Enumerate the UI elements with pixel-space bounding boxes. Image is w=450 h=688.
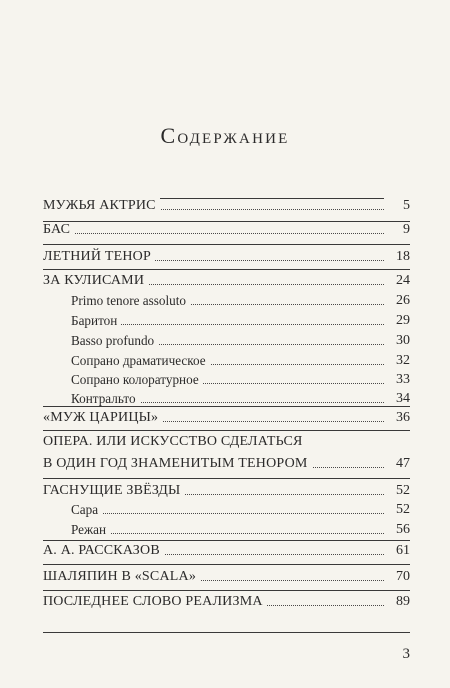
divider: [43, 244, 410, 245]
toc-entry-label: Сара: [71, 502, 102, 518]
toc-entry-page: 61: [384, 543, 410, 559]
toc-entry: [43, 219, 410, 241]
toc-entry: [43, 270, 410, 292]
toc-entry-page: 29: [384, 313, 410, 329]
dot-leader: [71, 533, 384, 534]
dot-leader: [43, 233, 384, 234]
toc-entry-page: 34: [384, 391, 410, 407]
toc-entry-page: 70: [384, 569, 410, 585]
page-number: 3: [402, 646, 410, 662]
toc-entry-page: 89: [384, 594, 410, 610]
toc-entry-label: А. А. РАССКАЗОВ: [43, 543, 164, 559]
toc-entry: [43, 591, 410, 613]
toc-entry-page: 47: [384, 456, 410, 472]
divider: [43, 430, 410, 431]
toc-subentry: [43, 499, 410, 521]
toc-entry: [43, 407, 410, 429]
toc-entry-page: 52: [384, 483, 410, 499]
toc-entry-page: 9: [384, 222, 410, 238]
toc-entry-page: 5: [384, 198, 410, 214]
toc-entry-label: В ОДИН ГОД ЗНАМЕНИТЫМ ТЕНОРОМ: [43, 456, 312, 472]
divider: [43, 564, 410, 565]
toc-entry-label: Сопрано колоратурное: [71, 372, 203, 388]
toc-entry-page: 36: [384, 410, 410, 426]
dot-leader: [71, 513, 384, 514]
toc-entry-label: Basso profundo: [71, 333, 158, 349]
toc-entry-label: Режан: [71, 522, 110, 538]
divider: [43, 478, 410, 479]
toc-entry: [43, 540, 410, 562]
toc-entry-label: Сопрано драматическое: [71, 353, 210, 369]
toc-entry-label: Контральто: [71, 391, 140, 407]
toc-entry-label: ЛЕТНИЙ ТЕНОР: [43, 249, 155, 265]
footer-divider: [43, 632, 410, 633]
toc-subentry: [43, 330, 410, 352]
toc-entry-label: Primo tenore assoluto: [71, 293, 190, 309]
toc-subentry: [43, 519, 410, 541]
toc-entry: [43, 453, 410, 475]
toc-entry-label: ГАСНУЩИЕ ЗВЁЗДЫ: [43, 483, 184, 499]
toc-entry-page: 26: [384, 293, 410, 309]
toc-entry-label: БАС: [43, 222, 74, 238]
toc-entry-page: 18: [384, 249, 410, 265]
toc-subentry: [43, 290, 410, 312]
toc-entry-label-line1: ОПЕРА. ИЛИ ИСКУССТВО СДЕЛАТЬСЯ: [43, 434, 303, 449]
toc-entry-page: 56: [384, 522, 410, 538]
toc-title: Содержание: [160, 123, 290, 148]
toc-entry-page: 24: [384, 273, 410, 289]
toc-entry: [43, 246, 410, 268]
toc-subentry: [43, 310, 410, 332]
toc-entry-label: ЗА КУЛИСАМИ: [43, 273, 148, 289]
toc-entry-label: ПОСЛЕДНЕЕ СЛОВО РЕАЛИЗМА: [43, 594, 267, 610]
toc-entry-page: 30: [384, 333, 410, 349]
toc-entry-label: «МУЖ ЦАРИЦЫ»: [43, 410, 162, 426]
toc-entry-label: ШАЛЯПИН В «SCALA»: [43, 569, 200, 585]
toc-entry-label: Баритон: [71, 313, 121, 329]
toc-entry: [43, 195, 410, 217]
toc-entry-page: 52: [384, 502, 410, 518]
toc-entry-page: 32: [384, 353, 410, 369]
toc-entry: [43, 566, 410, 588]
toc-entry-page: 33: [384, 372, 410, 388]
toc-entry-label: МУЖЬЯ АКТРИС: [43, 198, 160, 214]
